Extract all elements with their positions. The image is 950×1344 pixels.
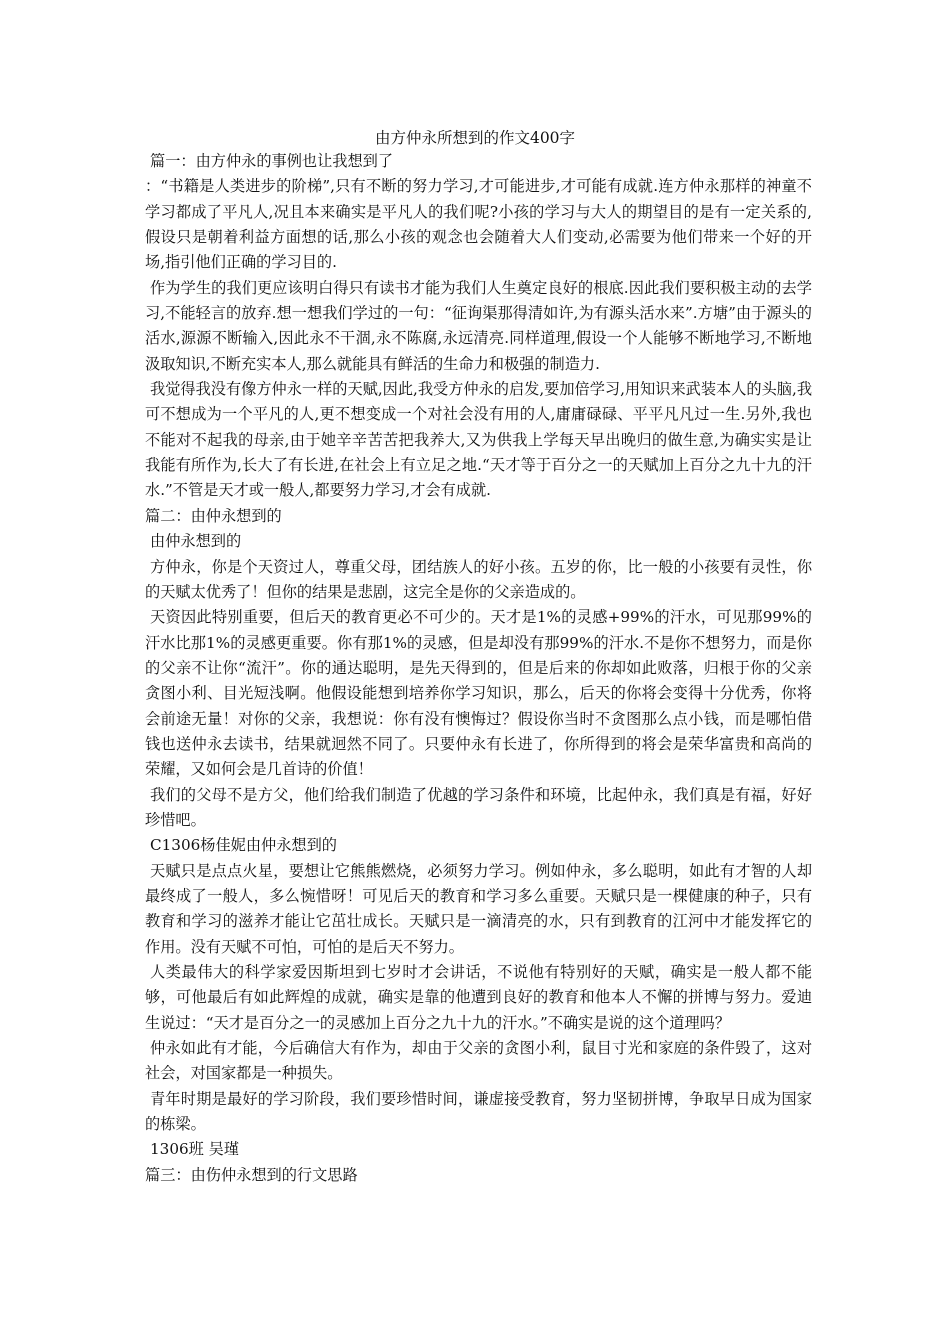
body-paragraph: 人类最伟大的科学家爱因斯坦到七岁时才会讲话，不说他有特别好的天赋，确实是一般人都不能够，可他最后有如此辉煌的成就，确实是靠的他遭到良好的教育和他本人不懈的拼博与努力。爱迪生说过：“天才是百分之一的灵感加上百分之九十九的汗水。”不确实是说的这个道理吗？: [145, 963, 812, 1032]
essay-byline: C1306杨佳妮由仲永想到的: [150, 836, 337, 855]
essay-byline: 1306班 吴瑾: [150, 1140, 240, 1159]
body-paragraph: 我们的父母不是方父，他们给我们制造了优越的学习条件和环境，比起仲永，我们真是有福，好好珍惜吧。: [145, 785, 812, 829]
section-heading-1: 篇一：由方仲永的事例也让我想到了: [150, 152, 393, 170]
body-paragraph: 仲永如此有才能，今后确信大有作为，却由于父亲的贪图小利，鼠目寸光和家庭的条件毁了，这对社会，对国家都是一种损失。: [145, 1039, 812, 1083]
body-paragraph: 作为学生的我们更应该明白得只有读书才能为我们人生奠定良好的根底.因此我们要积极主动的去学习,不能轻言的放弃.想一想我们学过的一句：“征询渠那得清如许,为有源头活水来”.方塘”由于源头的活水,源源不断输入,因此永不干涸,永不陈腐,永远清亮.同样道理,假设一个人能够不断地学习,不断地汲取知识,不断充实本人,那么就能具有鲜活的生命力和极强的制造力.: [145, 278, 812, 373]
body-paragraph: ：“书籍是人类进步的阶梯”,只有不断的努力学习,才可能进步,才可能有成就.连方仲永那样的神童不学习都成了平凡人,况且本来确实是平凡人的我们呢?小孩的学习与大人的期望目的是有一定关系的,假设只是朝着利益方面想的话,那么小孩的观念也会随着大人们变动,必需要为他们带来一个好的开场,指引他们正确的学习目的.: [145, 177, 812, 272]
body-paragraph: 我觉得我没有像方仲永一样的天赋,因此,我受方仲永的启发,要加倍学习,用知识来武装本人的头脑,我可不想成为一个平凡的人,更不想变成一个对社会没有用的人,庸庸碌碌、平平凡凡过一生.另外,我也不能对不起我的母亲,由于她辛辛苦苦把我养大,又为供我上学每天早出晚归的做生意,为确实实是让我能有所作为,长大了有长进,在社会上有立足之地.“天才等于百分之一的天赋加上百分之九十九的汗水.”不管是天才或一般人,都要努力学习,才会有成就.: [145, 380, 813, 500]
body-paragraph: 天资因此特别重要，但后天的教育更必不可少的。天才是1%的灵感+99%的汗水，可见那99%的汗水比那1%的灵感更重要。你有那1%的灵感，但是却没有那99%的汗水.不是你不想努力，而是你的父亲不让你“流汗”。你的通达聪明，是先天得到的，但是后来的你却如此败落，归根于你的父亲贪图小利、目光短浅啊。他假设能想到培养你学习知识，那么，后天的你将会变得十分优秀，你将会前途无量！对你的父亲，我想说：你有没有懊悔过？假设你当时不贪图那么点小钱，而是哪怕借钱也送仲永去读书，结果就迥然不同了。只要仲永有长进了，你所得到的将会是荣华富贵和高尚的荣耀，又如何会是几首诗的价值！: [145, 608, 812, 779]
body-paragraph: 青年时期是最好的学习阶段，我们要珍惜时间，谦虚接受教育，努力坚韧拼博，争取早日成为国家的栋梁。: [145, 1089, 812, 1134]
body-paragraph: 方仲永，你是个天资过人，尊重父母，团结族人的好小孩。五岁的你，比一般的小孩要有灵性，你的天赋太优秀了！但你的结果是悲剧，这完全是你的父亲造成的。: [145, 557, 812, 601]
document-title: 由方仲永所想到的作文400字: [374, 129, 576, 147]
essay-title: 由仲永想到的: [150, 532, 242, 551]
body-paragraph: 天赋只是点点火星，要想让它熊熊燃烧，必须努力学习。例如仲永，多么聪明，如此有才智的人却最终成了一般人，多么惋惜呀！可见后天的教育和学习多么重要。天赋只是一棵健康的种子，只有教育和学习的滋养才能让它茁壮成长。天赋只是一滴清亮的水，只有到教育的江河中才能发挥它的作用。没有天赋不可怕，可怕的是后天不努力。: [145, 861, 812, 956]
document-body: [145, 149, 812, 1188]
section-heading-2: 篇二：由仲永想到的: [145, 506, 282, 525]
section-heading-3: 篇三：由伤仲永想到的行文思路: [145, 1165, 358, 1184]
